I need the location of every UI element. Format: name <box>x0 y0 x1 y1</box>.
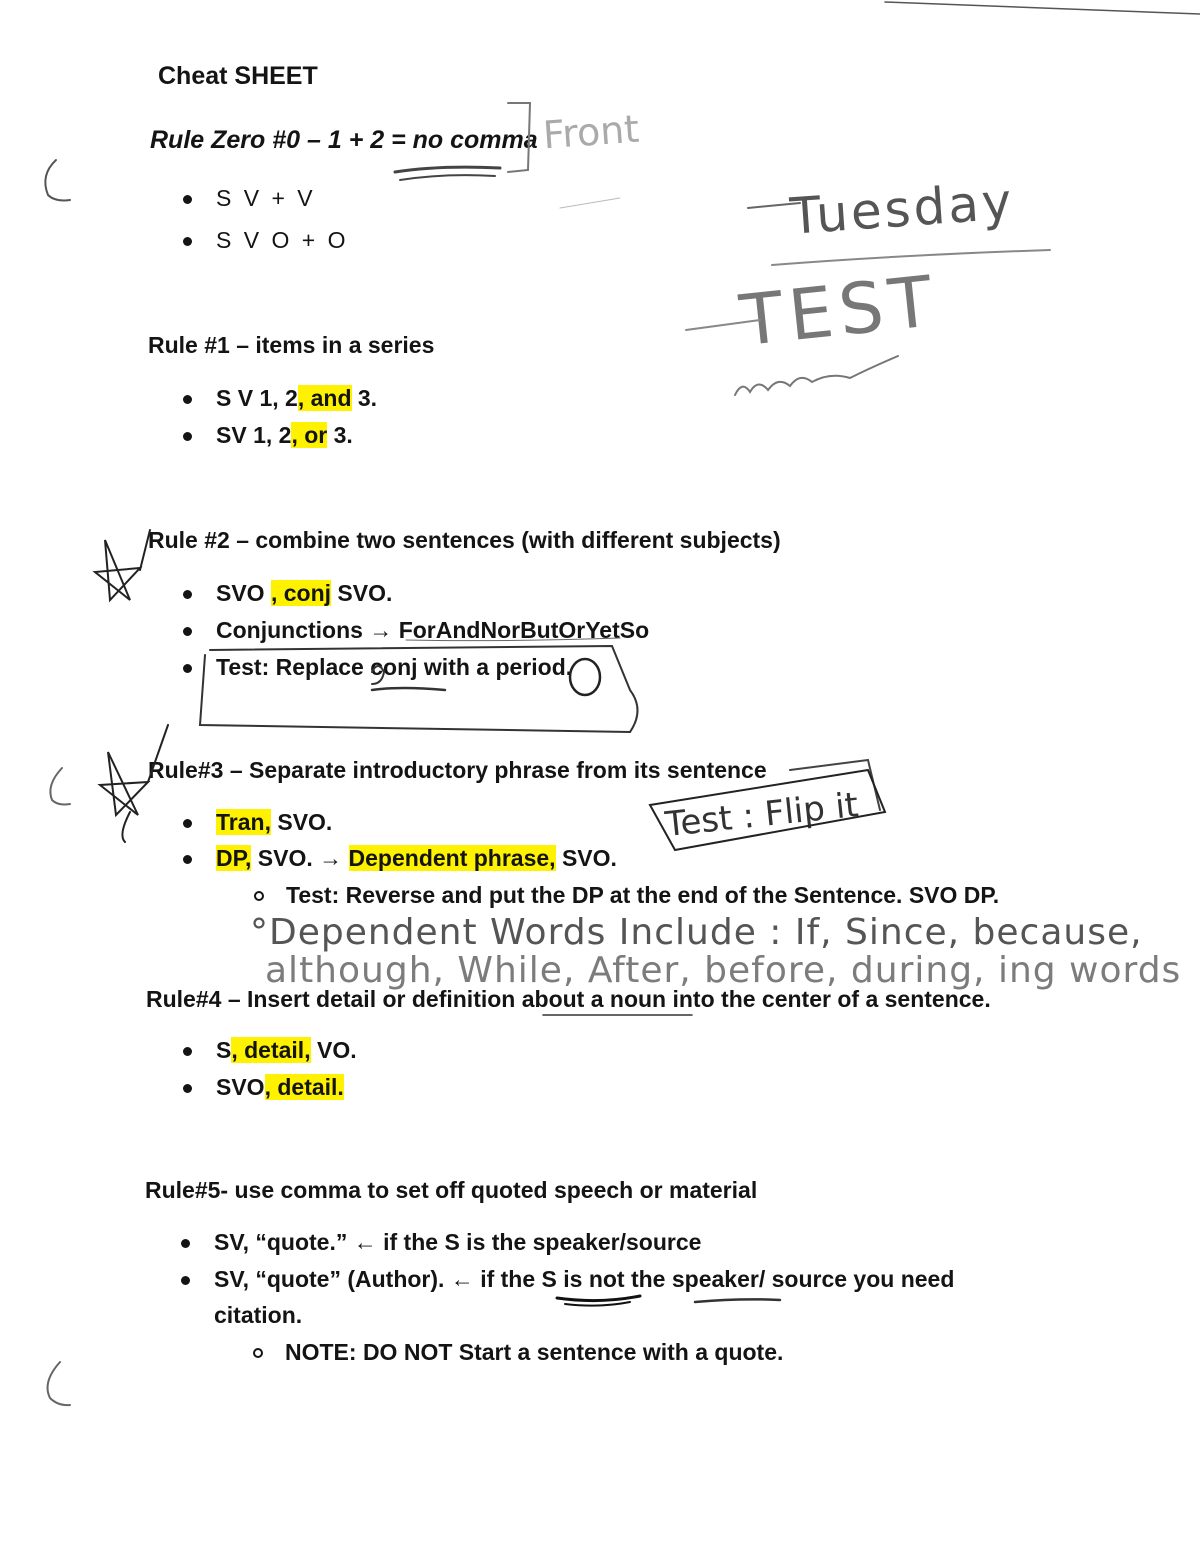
text: S <box>216 1037 232 1063</box>
text: SVO <box>216 1074 265 1100</box>
handwritten-front: Front <box>541 106 641 158</box>
rule2-heading: Rule #2 – combine two sentences (with different subjects) <box>148 527 781 553</box>
text: 3. <box>351 385 378 411</box>
sub-bullet <box>253 1348 263 1358</box>
text: SVO. <box>555 845 617 871</box>
text: SV 1, 2 <box>216 422 292 448</box>
bullet <box>183 237 192 246</box>
handwritten-test: TEST <box>736 259 942 363</box>
rule0-heading: Rule Zero #0 – 1 + 2 = no comma <box>150 126 538 154</box>
handwritten-tuesday: Tuesday <box>788 172 1017 246</box>
rule3-sub-1: Test: Reverse and put the DP at the end of the Sentence. SVO DP. <box>286 882 1000 908</box>
bullet <box>183 1084 192 1093</box>
bullet <box>183 432 192 441</box>
highlight: Tran, <box>216 809 271 835</box>
rule5-item-2: SV, “quote” (Author). ← if the S is not the speaker/ source you need <box>214 1266 955 1292</box>
handwritten-dependent-line-2: although, While, After, before, during, ing words <box>265 950 1182 991</box>
bullet <box>181 1276 190 1285</box>
text: SVO. <box>331 580 393 606</box>
text: SVO. → <box>251 845 349 871</box>
text: 3. <box>327 422 353 448</box>
bullet <box>183 855 192 864</box>
bullet <box>183 1047 192 1056</box>
rule0-item-2: S V O + O <box>216 227 349 253</box>
page-title: Cheat SHEET <box>158 62 318 90</box>
highlight: Dependent phrase, <box>348 845 556 871</box>
text: VO. <box>310 1037 357 1063</box>
highlight: , detail. <box>264 1074 344 1100</box>
rule1-item-2 <box>216 422 353 449</box>
bullet <box>183 819 192 828</box>
highlight: , or <box>291 422 328 448</box>
sub-bullet <box>254 891 264 901</box>
bullet <box>183 590 192 599</box>
rule5-sub-1: NOTE: DO NOT Start a sentence with a quote. <box>285 1339 784 1365</box>
rule1-heading: Rule #1 – items in a series <box>148 332 435 358</box>
bullet <box>183 195 192 204</box>
highlight: DP, <box>216 845 252 871</box>
bullet <box>183 627 192 636</box>
rule0-item-1: S V + V <box>216 185 316 211</box>
handwritten-dependent-line-1: °Dependent Words Include : If, Since, because, <box>250 912 1143 953</box>
text: SVO. <box>270 809 333 835</box>
rule4-heading: Rule#4 – Insert detail or definition about a noun into the center of a sentence. <box>146 986 991 1012</box>
rule4-item-2 <box>216 1074 344 1101</box>
rule3-item-1 <box>216 809 332 836</box>
rule2-item-1 <box>216 580 392 607</box>
rule5-heading: Rule#5- use comma to set off quoted speech or material <box>145 1177 758 1203</box>
rule3-heading: Rule#3 – Separate introductory phrase from its sentence <box>148 757 767 783</box>
text: S V 1, 2 <box>216 385 298 411</box>
bullet <box>183 664 192 673</box>
rule2-item-2: Conjunctions → ForAndNorButOrYetSo <box>216 617 650 643</box>
text: SVO <box>216 580 271 606</box>
bullet <box>181 1239 190 1248</box>
highlight: , and <box>297 385 352 411</box>
highlight: , detail, <box>231 1037 311 1063</box>
rule1-item-1 <box>216 385 377 412</box>
rule5-item-2-cont: citation. <box>214 1302 303 1328</box>
handwritten-flip: Test : Flip it <box>663 784 861 846</box>
highlight: , conj <box>270 580 332 606</box>
rule2-item-3: Test: Replace conj with a period. <box>216 654 573 680</box>
rule5-item-1: SV, “quote.” ← if the S is the speaker/source <box>214 1229 702 1255</box>
rule4-item-1 <box>216 1037 357 1064</box>
rule3-item-2 <box>216 845 617 872</box>
bullet <box>183 395 192 404</box>
